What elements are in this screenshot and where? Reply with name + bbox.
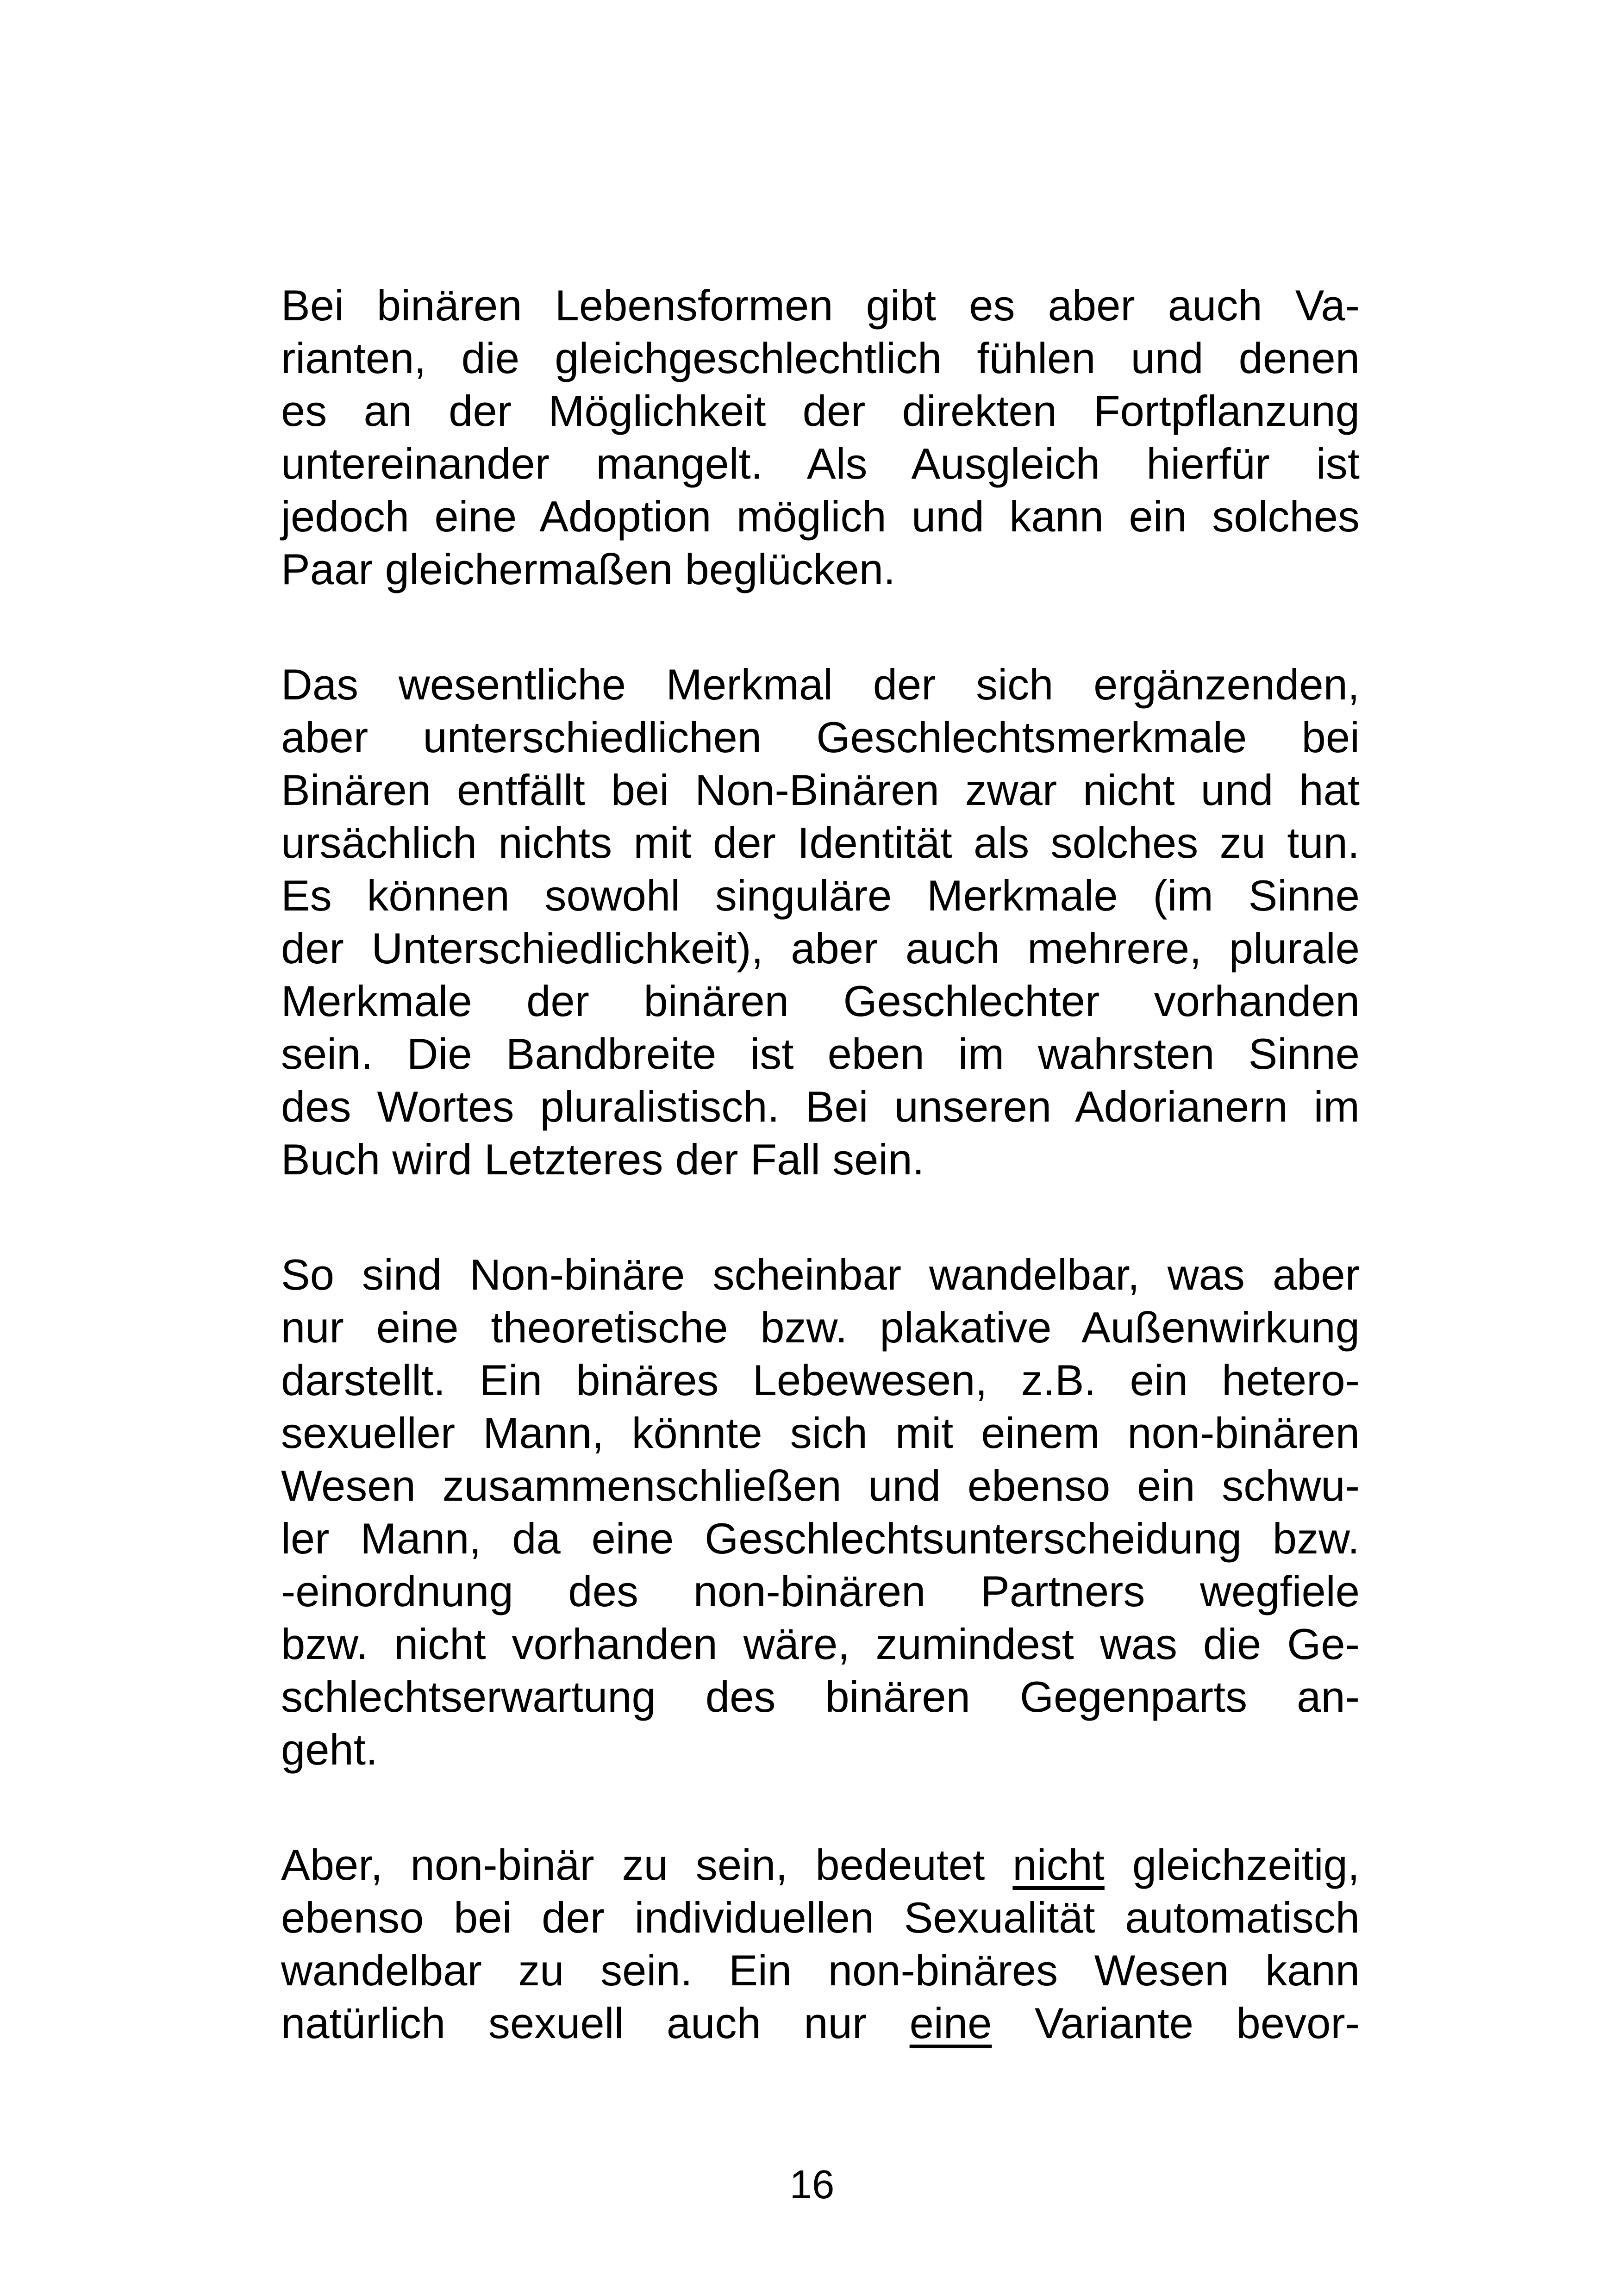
text-line: nur eine theoretische bzw. plakative Außenwirkung	[281, 1303, 1360, 1352]
text-line: es an der Möglichkeit der direkten Fortpflanzung	[281, 387, 1360, 435]
paragraph	[281, 1839, 1360, 2050]
text-line: Es können sowohl singuläre Merkmale (im Sinne	[281, 871, 1360, 920]
text-line: Buch wird Letzteres der Fall sein.	[281, 1135, 924, 1184]
text-line: wandelbar zu sein. Ein non-binäres Wesen kann	[281, 1946, 1360, 1995]
text-line: jedoch eine Adoption möglich und kann ein solches	[281, 492, 1360, 541]
text-line: Aber, non-binär zu sein, bedeutet nicht gleichzeitig,	[281, 1840, 1360, 1889]
text-line: Das wesentliche Merkmal der sich ergänzenden,	[281, 660, 1360, 709]
text-line: schlechtserwartung des binären Gegenparts an-	[281, 1672, 1360, 1721]
text-line: Merkmale der binären Geschlechter vorhanden	[281, 977, 1360, 1025]
paragraph	[281, 658, 1360, 1186]
text-line: rianten, die gleichgeschlechtlich fühlen und denen	[281, 334, 1360, 382]
text-line: Binären entfällt bei Non-Binären zwar nicht und hat	[281, 766, 1360, 814]
text-line: natürlich sexuell auch nur eine Variante bevor-	[281, 1999, 1360, 2047]
paragraph	[281, 1248, 1360, 1776]
text-line: ebenso bei der individuellen Sexualität automatisch	[281, 1893, 1360, 1942]
text-line: der Unterschiedlichkeit), aber auch mehrere, plurale	[281, 924, 1360, 973]
text-line: darstellt. Ein binäres Lebewesen, z.B. ein hetero-	[281, 1356, 1360, 1404]
text-line: ler Mann, da eine Geschlechtsunterscheidung bzw.	[281, 1514, 1360, 1563]
text-line: Bei binären Lebensformen gibt es aber auch Va-	[281, 281, 1360, 330]
text-line: sexueller Mann, könnte sich mit einem non-binären	[281, 1409, 1360, 1457]
text-line: bzw. nicht vorhanden wäre, zumindest was die Ge-	[281, 1620, 1360, 1668]
text-block	[281, 279, 1360, 2050]
text-line: untereinander mangelt. Als Ausgleich hierfür ist	[281, 439, 1360, 488]
paragraph	[281, 279, 1360, 596]
underlined-word: eine	[909, 1999, 992, 2047]
text-line: aber unterschiedlichen Geschlechtsmerkmale bei	[281, 713, 1360, 761]
page-number: 16	[789, 2162, 835, 2207]
text-line: sein. Die Bandbreite ist eben im wahrsten Sinne	[281, 1029, 1360, 1078]
text-line: geht.	[281, 1725, 378, 1774]
text-line: des Wortes pluralistisch. Bei unseren Adorianern im	[281, 1082, 1360, 1131]
text-line: -einordnung des non-binären Partners wegfiele	[281, 1567, 1360, 1615]
text-line: So sind Non-binäre scheinbar wandelbar, was aber	[281, 1250, 1360, 1299]
text-line: Wesen zusammenschließen und ebenso ein schwu-	[281, 1461, 1360, 1510]
underlined-word: nicht	[1012, 1840, 1105, 1889]
text-line: Paar gleichermaßen beglücken.	[281, 545, 896, 593]
text-line: ursächlich nichts mit der Identität als solches zu tun.	[281, 818, 1360, 867]
